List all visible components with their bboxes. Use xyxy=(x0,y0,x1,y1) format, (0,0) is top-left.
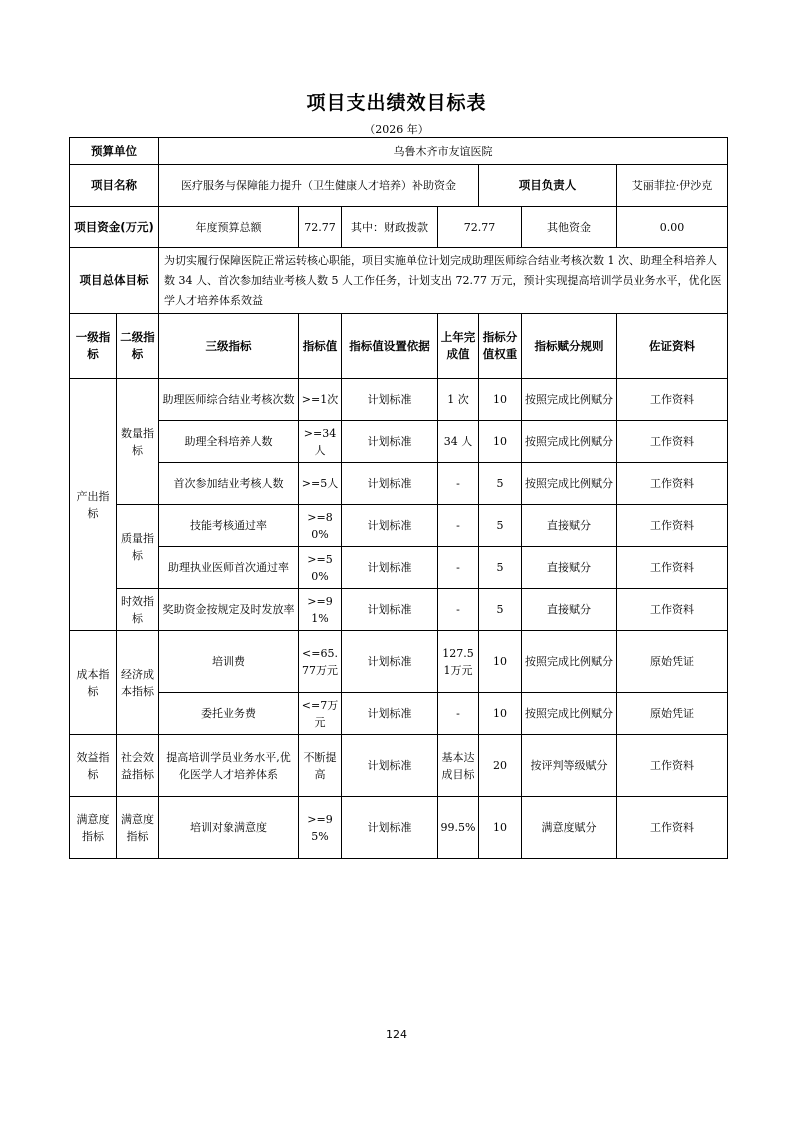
indicator-name: 首次参加结业考核人数 xyxy=(159,463,299,505)
indicator-rule: 满意度赋分 xyxy=(522,797,617,859)
indicator-evidence: 工作资料 xyxy=(617,589,728,631)
col-level1: 一级指标 xyxy=(70,314,117,379)
table-row xyxy=(70,379,728,421)
indicator-weight: 5 xyxy=(479,589,522,631)
col-level3: 三级指标 xyxy=(159,314,299,379)
group-econ-cost: 经济成本指标 xyxy=(117,631,159,735)
overall-goal-text: 为切实履行保障医院正常运转核心职能，项目实施单位计划完成助理医师综合结业考核次数 1 次、助理全科培养人数 34 人、首次参加结业考核人数 5 人工作任务，计划支出 72.77 万元，预计实现提高培训学员业务水平，优化医学人才培养体系效益 xyxy=(159,248,728,314)
overall-goal-row xyxy=(70,248,728,314)
page-number: 124 xyxy=(386,1028,407,1041)
col-rule: 指标赋分规则 xyxy=(522,314,617,379)
indicator-name: 助理医师综合结业考核次数 xyxy=(159,379,299,421)
indicator-evidence: 工作资料 xyxy=(617,735,728,797)
year-label: （2026 年） xyxy=(364,123,429,136)
indicator-basis: 计划标准 xyxy=(342,735,438,797)
indicator-rule: 按照完成比例赋分 xyxy=(522,463,617,505)
indicator-prev: 127.51万元 xyxy=(438,631,479,693)
performance-target-table xyxy=(69,137,728,859)
col-evidence: 佐证资料 xyxy=(617,314,728,379)
indicator-basis: 计划标准 xyxy=(342,505,438,547)
col-level2: 二级指标 xyxy=(117,314,159,379)
owner-label: 项目负责人 xyxy=(479,165,617,207)
indicator-weight: 5 xyxy=(479,463,522,505)
table-row xyxy=(70,797,728,859)
indicator-weight: 5 xyxy=(479,547,522,589)
table-row xyxy=(70,693,728,735)
group-output: 产出指标 xyxy=(70,379,117,631)
indicator-evidence: 工作资料 xyxy=(617,463,728,505)
indicator-name: 助理全科培养人数 xyxy=(159,421,299,463)
indicator-evidence: 工作资料 xyxy=(617,505,728,547)
indicator-prev: 1 次 xyxy=(438,379,479,421)
other-funds-label: 其他资金 xyxy=(522,207,617,248)
indicator-name: 奖助资金按规定及时发放率 xyxy=(159,589,299,631)
indicator-prev: - xyxy=(438,693,479,735)
indicator-basis: 计划标准 xyxy=(342,547,438,589)
overall-goal-label: 项目总体目标 xyxy=(70,248,159,314)
funds-label: 项目资金(万元) xyxy=(70,207,159,248)
indicator-rule: 直接赋分 xyxy=(522,547,617,589)
other-funds-value: 0.00 xyxy=(617,207,728,248)
group-satisfaction-sub: 满意度指标 xyxy=(117,797,159,859)
col-target-value: 指标值 xyxy=(299,314,342,379)
col-basis: 指标值设置依据 xyxy=(342,314,438,379)
indicator-weight: 10 xyxy=(479,379,522,421)
fiscal-value: 72.77 xyxy=(438,207,522,248)
indicator-evidence: 工作资料 xyxy=(617,547,728,589)
project-name-value: 医疗服务与保障能力提升（卫生健康人才培养）补助资金 xyxy=(159,165,479,207)
indicator-value: >=34人 xyxy=(299,421,342,463)
indicator-name: 培训对象满意度 xyxy=(159,797,299,859)
column-header-row xyxy=(70,314,728,379)
annual-budget-label: 年度预算总额 xyxy=(159,207,299,248)
indicator-prev: - xyxy=(438,505,479,547)
indicator-value: >=5人 xyxy=(299,463,342,505)
indicator-basis: 计划标准 xyxy=(342,797,438,859)
indicator-value: >=80% xyxy=(299,505,342,547)
indicator-prev: 34 人 xyxy=(438,421,479,463)
project-funds-row xyxy=(70,207,728,248)
indicator-rule: 直接赋分 xyxy=(522,589,617,631)
indicator-value: >=1次 xyxy=(299,379,342,421)
indicator-name: 助理执业医师首次通过率 xyxy=(159,547,299,589)
group-social: 社会效益指标 xyxy=(117,735,159,797)
indicator-weight: 5 xyxy=(479,505,522,547)
indicator-prev: 基本达成目标 xyxy=(438,735,479,797)
indicator-rule: 按评判等级赋分 xyxy=(522,735,617,797)
indicator-evidence: 工作资料 xyxy=(617,379,728,421)
indicator-value: >=50% xyxy=(299,547,342,589)
table-row xyxy=(70,631,728,693)
page-title: 项目支出绩效目标表 xyxy=(306,92,487,114)
annual-budget-value: 72.77 xyxy=(299,207,342,248)
indicator-rule: 按照完成比例赋分 xyxy=(522,421,617,463)
indicator-basis: 计划标准 xyxy=(342,693,438,735)
indicator-prev: - xyxy=(438,463,479,505)
group-quality: 质量指标 xyxy=(117,505,159,589)
indicator-basis: 计划标准 xyxy=(342,589,438,631)
group-cost: 成本指标 xyxy=(70,631,117,735)
indicator-value: <=7万元 xyxy=(299,693,342,735)
table-row xyxy=(70,589,728,631)
indicator-evidence: 原始凭证 xyxy=(617,631,728,693)
group-quantity: 数量指标 xyxy=(117,379,159,505)
fiscal-label: 其中：财政拨款 xyxy=(342,207,438,248)
indicator-basis: 计划标准 xyxy=(342,379,438,421)
indicator-weight: 10 xyxy=(479,797,522,859)
indicator-basis: 计划标准 xyxy=(342,421,438,463)
indicator-value: <=65.77万元 xyxy=(299,631,342,693)
table-row xyxy=(70,735,728,797)
indicator-basis: 计划标准 xyxy=(342,463,438,505)
indicator-name: 委托业务费 xyxy=(159,693,299,735)
col-prev-value: 上年完成值 xyxy=(438,314,479,379)
indicator-evidence: 原始凭证 xyxy=(617,693,728,735)
indicator-weight: 10 xyxy=(479,631,522,693)
indicator-prev: - xyxy=(438,589,479,631)
col-weight: 指标分值权重 xyxy=(479,314,522,379)
indicator-rule: 按照完成比例赋分 xyxy=(522,693,617,735)
indicator-weight: 10 xyxy=(479,421,522,463)
indicator-name: 技能考核通过率 xyxy=(159,505,299,547)
indicator-prev: 99.5% xyxy=(438,797,479,859)
indicator-rule: 直接赋分 xyxy=(522,505,617,547)
table-row xyxy=(70,505,728,547)
owner-value: 艾丽菲拉·伊沙克 xyxy=(617,165,728,207)
table-row xyxy=(70,421,728,463)
project-name-row xyxy=(70,165,728,207)
project-name-label: 项目名称 xyxy=(70,165,159,207)
indicator-rule: 按照完成比例赋分 xyxy=(522,379,617,421)
indicator-value: >=95% xyxy=(299,797,342,859)
group-timeliness: 时效指标 xyxy=(117,589,159,631)
indicator-basis: 计划标准 xyxy=(342,631,438,693)
indicator-rule: 按照完成比例赋分 xyxy=(522,631,617,693)
table-row xyxy=(70,547,728,589)
indicator-evidence: 工作资料 xyxy=(617,421,728,463)
indicator-weight: 10 xyxy=(479,693,522,735)
table-row xyxy=(70,463,728,505)
indicator-name: 提高培训学员业务水平,优化医学人才培养体系 xyxy=(159,735,299,797)
indicator-prev: - xyxy=(438,547,479,589)
group-benefit: 效益指标 xyxy=(70,735,117,797)
budget-unit-label: 预算单位 xyxy=(70,138,159,165)
budget-unit-row xyxy=(70,138,728,165)
group-satisfaction: 满意度指标 xyxy=(70,797,117,859)
indicator-value: 不断提高 xyxy=(299,735,342,797)
indicator-name: 培训费 xyxy=(159,631,299,693)
indicator-weight: 20 xyxy=(479,735,522,797)
budget-unit-value: 乌鲁木齐市友谊医院 xyxy=(159,138,728,165)
indicator-value: >=91% xyxy=(299,589,342,631)
indicator-evidence: 工作资料 xyxy=(617,797,728,859)
